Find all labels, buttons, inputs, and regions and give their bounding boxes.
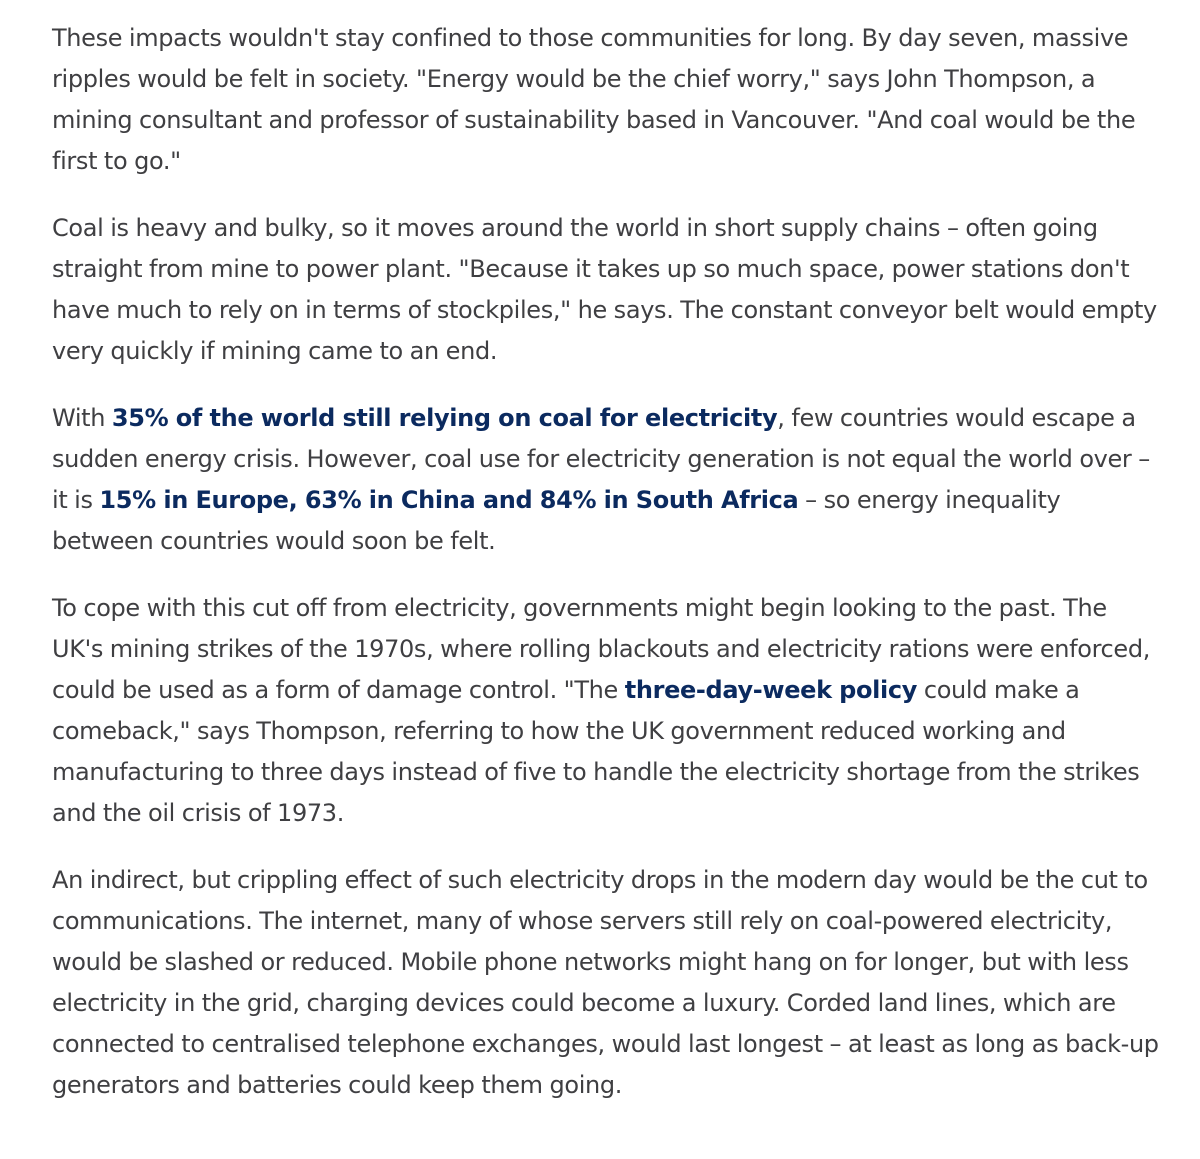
link-three-day-week-policy[interactable]: three-day-week policy <box>624 676 918 704</box>
paragraph-coal-supply-chains <box>52 208 1160 372</box>
link-coal-by-region[interactable]: 15% in Europe, 63% in China and 84% in South Africa <box>99 486 799 514</box>
paragraph-text: These impacts wouldn't stay confined to those communities for long. By day seven, massive ripples would be felt in society. "Energy would be the chief worry," says John Thompson, a mining consultant and professor of sustainability based in Vancouver. "And coal would be the first to go." <box>52 24 1136 175</box>
paragraph-text: Coal is heavy and bulky, so it moves around the world in short supply chains – often going straight from mine to power plant. "Because it takes up so much space, power stations don't have much to rely on in terms of stockpiles," he says. The constant conveyor belt would empty very quickly if mining came to an end. <box>52 214 1157 365</box>
paragraph-text: With <box>52 404 112 432</box>
paragraph-text: , few countries would escape a sudden energy crisis. However, coal use for electricity generation is not equal the world over – it is <box>52 404 1150 514</box>
paragraph-text: An indirect, but crippling effect of such electricity drops in the modern day would be the cut to communications. The internet, many of whose servers still rely on coal-powered electricity, would be slashed or reduced. Mobile phone networks might hang on for longer, but with less electricity in the grid, charging devices could become a luxury. Corded land lines, which are connected to centralised telephone exchanges, would last longest – at least as long as back-up generators and batteries could keep them going. <box>52 866 1159 1099</box>
link-coal-electricity-share[interactable]: 35% of the world still relying on coal for electricity <box>111 404 778 432</box>
paragraph-text: To cope with this cut off from electricity, governments might begin looking to the past. The UK's mining strikes of the 1970s, where rolling blackouts and electricity rations were enforced, could be used as a form of damage control. "The <box>52 594 1150 704</box>
paragraph-three-day-week <box>52 588 1160 834</box>
paragraph-text: – so energy inequality between countries would soon be felt. <box>52 486 1061 555</box>
paragraph-energy-crisis <box>52 398 1160 562</box>
paragraph-day-seven <box>52 18 1160 182</box>
paragraph-text: could make a comeback," says Thompson, referring to how the UK government reduced working and manufacturing to three days instead of five to handle the electricity shortage from the strikes and the oil crisis of 1973. <box>52 676 1140 827</box>
paragraph-communications <box>52 860 1160 1106</box>
